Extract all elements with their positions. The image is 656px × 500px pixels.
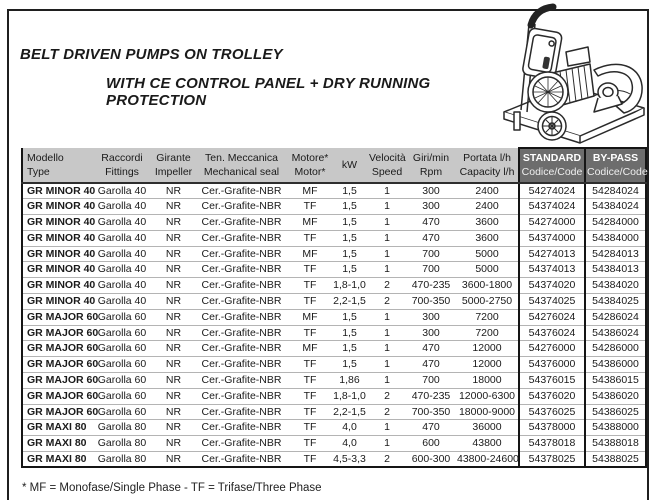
seal-cell: Cer.-Grafite-NBR — [194, 246, 289, 262]
standard-code-cell: 54378000 — [519, 420, 585, 436]
motor-cell: MF — [289, 341, 331, 357]
table-row — [22, 357, 646, 373]
fittings-cell: Garolla 80 — [91, 436, 153, 452]
capacity-cell: 18000 — [456, 373, 519, 389]
column-header-rpm: Giri/min Rpm — [406, 148, 456, 183]
pump-trolley-illustration — [490, 0, 654, 146]
impeller-cell: NR — [153, 404, 194, 420]
capacity-cell: 43800 — [456, 436, 519, 452]
impeller-cell: NR — [153, 230, 194, 246]
page-title — [20, 46, 490, 109]
kw-cell: 1,5 — [331, 246, 368, 262]
bypass-code-cell: 54384013 — [585, 262, 646, 278]
table-row — [22, 230, 646, 246]
capacity-cell: 36000 — [456, 420, 519, 436]
speed-cell: 2 — [368, 404, 406, 420]
speed-cell: 1 — [368, 420, 406, 436]
standard-code-cell: 54376025 — [519, 404, 585, 420]
kw-cell: 1,5 — [331, 230, 368, 246]
bypass-code-cell: 54386000 — [585, 357, 646, 373]
model-cell: GR MAJOR 60 — [22, 325, 91, 341]
model-cell: GR MINOR 40 — [22, 246, 91, 262]
bypass-code-cell: 54284024 — [585, 183, 646, 199]
column-header-mechanical-seal: Ten. Meccanica Mechanical seal — [194, 148, 289, 183]
bypass-code-cell: 54284000 — [585, 215, 646, 231]
table-header-row — [22, 148, 646, 183]
motor-cell: TF — [303, 452, 317, 465]
rpm-cell: 300 — [406, 325, 456, 341]
motor-cell: TF — [289, 294, 331, 310]
kw-cell: 1,8-1,0 — [331, 278, 368, 294]
table-row — [22, 183, 646, 199]
seal-cell: Cer.-Grafite-NBR — [194, 199, 289, 215]
impeller-cell: NR — [153, 278, 194, 294]
standard-code-cell: 54374013 — [519, 262, 585, 278]
model-cell: GR MINOR 40 — [22, 262, 91, 278]
bypass-code-cell: 54386015 — [585, 373, 646, 389]
model-cell: GR MINOR 40 — [22, 230, 91, 246]
capacity-cell: 12000 — [456, 341, 519, 357]
bypass-code-cell: 54386024 — [585, 325, 646, 341]
impeller-cell: NR — [153, 262, 194, 278]
capacity-cell: 43800-24600 — [457, 452, 519, 465]
rpm-cell: 470 — [406, 357, 456, 373]
bypass-code-cell: 54388018 — [585, 436, 646, 452]
impeller-cell: NR — [153, 388, 194, 404]
model-cell: GR MINOR 40 — [22, 294, 91, 310]
motor-cell: MF — [289, 309, 331, 325]
model-cell: GR MAXI 80 — [22, 436, 91, 452]
speed-cell: 2 — [368, 278, 406, 294]
motor-cell: MF — [289, 246, 331, 262]
rpm-cell: 470-235 — [406, 278, 456, 294]
table-row — [22, 325, 646, 341]
kw-cell: 1,86 — [331, 373, 368, 389]
impeller-cell: NR — [153, 294, 194, 310]
motor-cell: MF — [289, 215, 331, 231]
speed-cell: 1 — [368, 373, 406, 389]
capacity-cell: 3600 — [456, 230, 519, 246]
capacity-cell: 7200 — [456, 325, 519, 341]
motor-cell: TF — [289, 373, 331, 389]
seal-cell: Cer.-Grafite-NBR — [194, 341, 289, 357]
capacity-cell: 12000 — [456, 357, 519, 373]
seal-cell: Cer.-Grafite-NBR — [194, 215, 289, 231]
bypass-code-cell: 54284013 — [585, 246, 646, 262]
kw-cell: 1,5 — [331, 183, 368, 199]
product-table — [21, 147, 647, 468]
seal-cell: Cer.-Grafite-NBR — [194, 183, 289, 199]
seal-cell: Cer.-Grafite-NBR — [194, 262, 289, 278]
rpm-cell: 300 — [406, 199, 456, 215]
motor-cell: TF — [289, 230, 331, 246]
table-row — [22, 278, 646, 294]
speed-cell: 1 — [368, 262, 406, 278]
fittings-cell: Garolla 80 — [97, 452, 147, 465]
capacity-cell: 5000 — [456, 246, 519, 262]
standard-code-cell: 54376024 — [519, 325, 585, 341]
table-row — [22, 388, 646, 404]
table-row — [22, 262, 646, 278]
kw-cell: 4,0 — [331, 436, 368, 452]
fittings-cell: Garolla 40 — [91, 262, 153, 278]
fittings-cell: Garolla 60 — [91, 388, 153, 404]
rpm-cell: 700-350 — [406, 404, 456, 420]
motor-cell: TF — [289, 357, 331, 373]
bypass-code-cell: 54384020 — [585, 278, 646, 294]
motor-cell: TF — [289, 388, 331, 404]
capacity-cell: 18000-9000 — [456, 404, 519, 420]
impeller-cell: NR — [153, 341, 194, 357]
seal-cell: Cer.-Grafite-NBR — [194, 388, 289, 404]
model-cell: GR MAJOR 60 — [22, 341, 91, 357]
impeller-cell: NR — [153, 420, 194, 436]
impeller-cell: NR — [165, 452, 182, 465]
model-cell: GR MAJOR 60 — [22, 309, 91, 325]
bypass-code-cell: 54388000 — [585, 420, 646, 436]
column-header-kw: kW — [331, 148, 368, 183]
motor-cell: TF — [289, 404, 331, 420]
motor-cell: TF — [289, 420, 331, 436]
standard-code-cell: 54276000 — [519, 341, 585, 357]
table-row — [22, 215, 646, 231]
pump-table-body — [22, 183, 646, 467]
kw-cell: 1,5 — [331, 199, 368, 215]
fittings-cell: Garolla 60 — [91, 341, 153, 357]
speed-cell: 1 — [368, 357, 406, 373]
capacity-cell: 2400 — [456, 183, 519, 199]
speed-cell: 1 — [368, 325, 406, 341]
standard-code-cell: 54376020 — [519, 388, 585, 404]
capacity-cell: 7200 — [456, 309, 519, 325]
motor-cell: TF — [289, 436, 331, 452]
kw-cell: 2,2-1,5 — [331, 294, 368, 310]
standard-code-cell: 54274013 — [519, 246, 585, 262]
kw-cell: 4,0 — [331, 420, 368, 436]
table-row — [22, 294, 646, 310]
standard-code-cell: 54374000 — [519, 230, 585, 246]
seal-cell: Cer.-Grafite-NBR — [194, 357, 289, 373]
model-cell: GR MAJOR 60 — [22, 388, 91, 404]
rpm-cell: 600 — [406, 436, 456, 452]
rpm-cell: 470 — [406, 215, 456, 231]
kw-cell: 1,5 — [331, 215, 368, 231]
column-header-model: Modello Type — [22, 148, 91, 183]
kw-cell: 1,5 — [331, 357, 368, 373]
fittings-cell: Garolla 60 — [91, 357, 153, 373]
rpm-cell: 470 — [406, 230, 456, 246]
seal-cell: Cer.-Grafite-NBR — [194, 404, 289, 420]
model-cell: GR MAXI 80 — [22, 420, 91, 436]
seal-cell: Cer.-Grafite-NBR — [194, 294, 289, 310]
kw-cell: 1,5 — [331, 262, 368, 278]
speed-cell: 2 — [368, 294, 406, 310]
table-row — [22, 373, 646, 389]
kw-cell: 1,5 — [331, 325, 368, 341]
seal-cell: Cer.-Grafite-NBR — [194, 373, 289, 389]
fittings-cell: Garolla 60 — [91, 373, 153, 389]
speed-cell: 1 — [368, 341, 406, 357]
bypass-code-cell: 54388025 — [585, 452, 646, 468]
rpm-cell: 700 — [406, 262, 456, 278]
capacity-cell: 2400 — [456, 199, 519, 215]
fittings-cell: Garolla 60 — [91, 325, 153, 341]
speed-cell: 1 — [368, 436, 406, 452]
model-cell: GR MINOR 40 — [22, 215, 91, 231]
seal-cell: Cer.-Grafite-NBR — [194, 230, 289, 246]
capacity-cell: 12000-6300 — [456, 388, 519, 404]
bypass-code-cell: 54384000 — [585, 230, 646, 246]
column-header-speed: Velocità Speed — [368, 148, 406, 183]
rpm-cell: 600-300 — [411, 452, 451, 465]
impeller-cell: NR — [153, 373, 194, 389]
speed-cell: 1 — [368, 183, 406, 199]
model-cell: GR MAJOR 60 — [22, 373, 91, 389]
rpm-cell: 470 — [406, 420, 456, 436]
seal-cell: Cer.-Grafite-NBR — [201, 452, 282, 465]
standard-code-cell: 54376000 — [519, 357, 585, 373]
kw-cell: 1,8-1,0 — [331, 388, 368, 404]
standard-code-cell: 54374024 — [519, 199, 585, 215]
bypass-code-cell: 54384024 — [585, 199, 646, 215]
impeller-cell: NR — [153, 246, 194, 262]
title-line-1: BELT DRIVEN PUMPS ON TROLLEY — [20, 46, 283, 63]
table-row — [22, 420, 646, 436]
motor-cell: TF — [289, 278, 331, 294]
model-cell: GR MAJOR 60 — [22, 357, 91, 373]
fittings-cell: Garolla 60 — [91, 309, 153, 325]
impeller-cell: NR — [153, 436, 194, 452]
speed-cell: 2 — [368, 388, 406, 404]
rpm-cell: 300 — [406, 183, 456, 199]
bypass-code-cell: 54386020 — [585, 388, 646, 404]
capacity-cell: 5000-2750 — [456, 294, 519, 310]
capacity-cell: 3600 — [456, 215, 519, 231]
capacity-cell: 3600-1800 — [456, 278, 519, 294]
title-line-2: WITH CE CONTROL PANEL + DRY RUNNING PROTECTION — [106, 75, 431, 109]
motor-type-footnote: * MF = Monofase/Single Phase - TF = Trifase/Three Phase — [22, 482, 322, 494]
standard-code-cell: 54376015 — [519, 373, 585, 389]
fittings-cell: Garolla 40 — [91, 230, 153, 246]
model-cell: GR MAXI 80 — [27, 452, 87, 465]
column-header-standard-code: STANDARD Codice/Code — [519, 148, 585, 183]
table-row — [22, 246, 646, 262]
rpm-cell: 700 — [406, 246, 456, 262]
bypass-code-cell: 54286000 — [585, 341, 646, 357]
table-row — [22, 452, 646, 468]
standard-code-cell: 54274024 — [519, 183, 585, 199]
column-header-bypass-code: BY-PASS Codice/Code — [585, 148, 646, 183]
rpm-cell: 470 — [406, 341, 456, 357]
motor-cell: TF — [289, 262, 331, 278]
model-cell: GR MINOR 40 — [22, 183, 91, 199]
rpm-cell: 700 — [406, 373, 456, 389]
motor-cell: TF — [289, 325, 331, 341]
table-row — [22, 199, 646, 215]
column-header-motor: Motore* Motor* — [289, 148, 331, 183]
standard-code-cell: 54274000 — [519, 215, 585, 231]
bypass-code-cell: 54286024 — [585, 309, 646, 325]
impeller-cell: NR — [153, 325, 194, 341]
speed-cell: 2 — [384, 452, 390, 465]
table-row — [22, 309, 646, 325]
standard-code-cell: 54378025 — [519, 452, 585, 468]
impeller-cell: NR — [153, 215, 194, 231]
rpm-cell: 700-350 — [406, 294, 456, 310]
impeller-cell: NR — [153, 357, 194, 373]
seal-cell: Cer.-Grafite-NBR — [194, 278, 289, 294]
seal-cell: Cer.-Grafite-NBR — [194, 309, 289, 325]
speed-cell: 1 — [368, 309, 406, 325]
rpm-cell: 300 — [406, 309, 456, 325]
motor-cell: TF — [289, 199, 331, 215]
seal-cell: Cer.-Grafite-NBR — [194, 420, 289, 436]
fittings-cell: Garolla 40 — [91, 294, 153, 310]
capacity-cell: 5000 — [456, 262, 519, 278]
fittings-cell: Garolla 40 — [91, 183, 153, 199]
table-row — [22, 341, 646, 357]
impeller-cell: NR — [153, 183, 194, 199]
kw-cell: 1,5 — [331, 309, 368, 325]
fittings-cell: Garolla 40 — [91, 246, 153, 262]
column-header-fittings: Raccordi Fittings — [91, 148, 153, 183]
standard-code-cell: 54374020 — [519, 278, 585, 294]
fittings-cell: Garolla 60 — [91, 404, 153, 420]
standard-code-cell: 54374025 — [519, 294, 585, 310]
kw-cell: 4,5-3,3 — [333, 452, 366, 465]
bypass-code-cell: 54386025 — [585, 404, 646, 420]
seal-cell: Cer.-Grafite-NBR — [194, 325, 289, 341]
speed-cell: 1 — [368, 215, 406, 231]
table-row — [22, 404, 646, 420]
column-header-capacity: Portata l/h Capacity l/h — [456, 148, 519, 183]
column-header-impeller: Girante Impeller — [153, 148, 194, 183]
kw-cell: 2,2-1,5 — [331, 404, 368, 420]
seal-cell: Cer.-Grafite-NBR — [194, 436, 289, 452]
motor-cell: MF — [289, 183, 331, 199]
model-cell: GR MINOR 40 — [22, 199, 91, 215]
bypass-code-cell: 54384025 — [585, 294, 646, 310]
kw-cell: 1,5 — [331, 341, 368, 357]
impeller-cell: NR — [153, 309, 194, 325]
model-cell: GR MAJOR 60 — [22, 404, 91, 420]
rpm-cell: 470-235 — [406, 388, 456, 404]
fittings-cell: Garolla 40 — [91, 278, 153, 294]
standard-code-cell: 54276024 — [519, 309, 585, 325]
speed-cell: 1 — [368, 230, 406, 246]
speed-cell: 1 — [368, 199, 406, 215]
speed-cell: 1 — [368, 246, 406, 262]
standard-code-cell: 54378018 — [519, 436, 585, 452]
impeller-cell: NR — [153, 199, 194, 215]
table-row — [22, 436, 646, 452]
fittings-cell: Garolla 40 — [91, 199, 153, 215]
fittings-cell: Garolla 40 — [91, 215, 153, 231]
model-cell: GR MINOR 40 — [22, 278, 91, 294]
fittings-cell: Garolla 80 — [91, 420, 153, 436]
